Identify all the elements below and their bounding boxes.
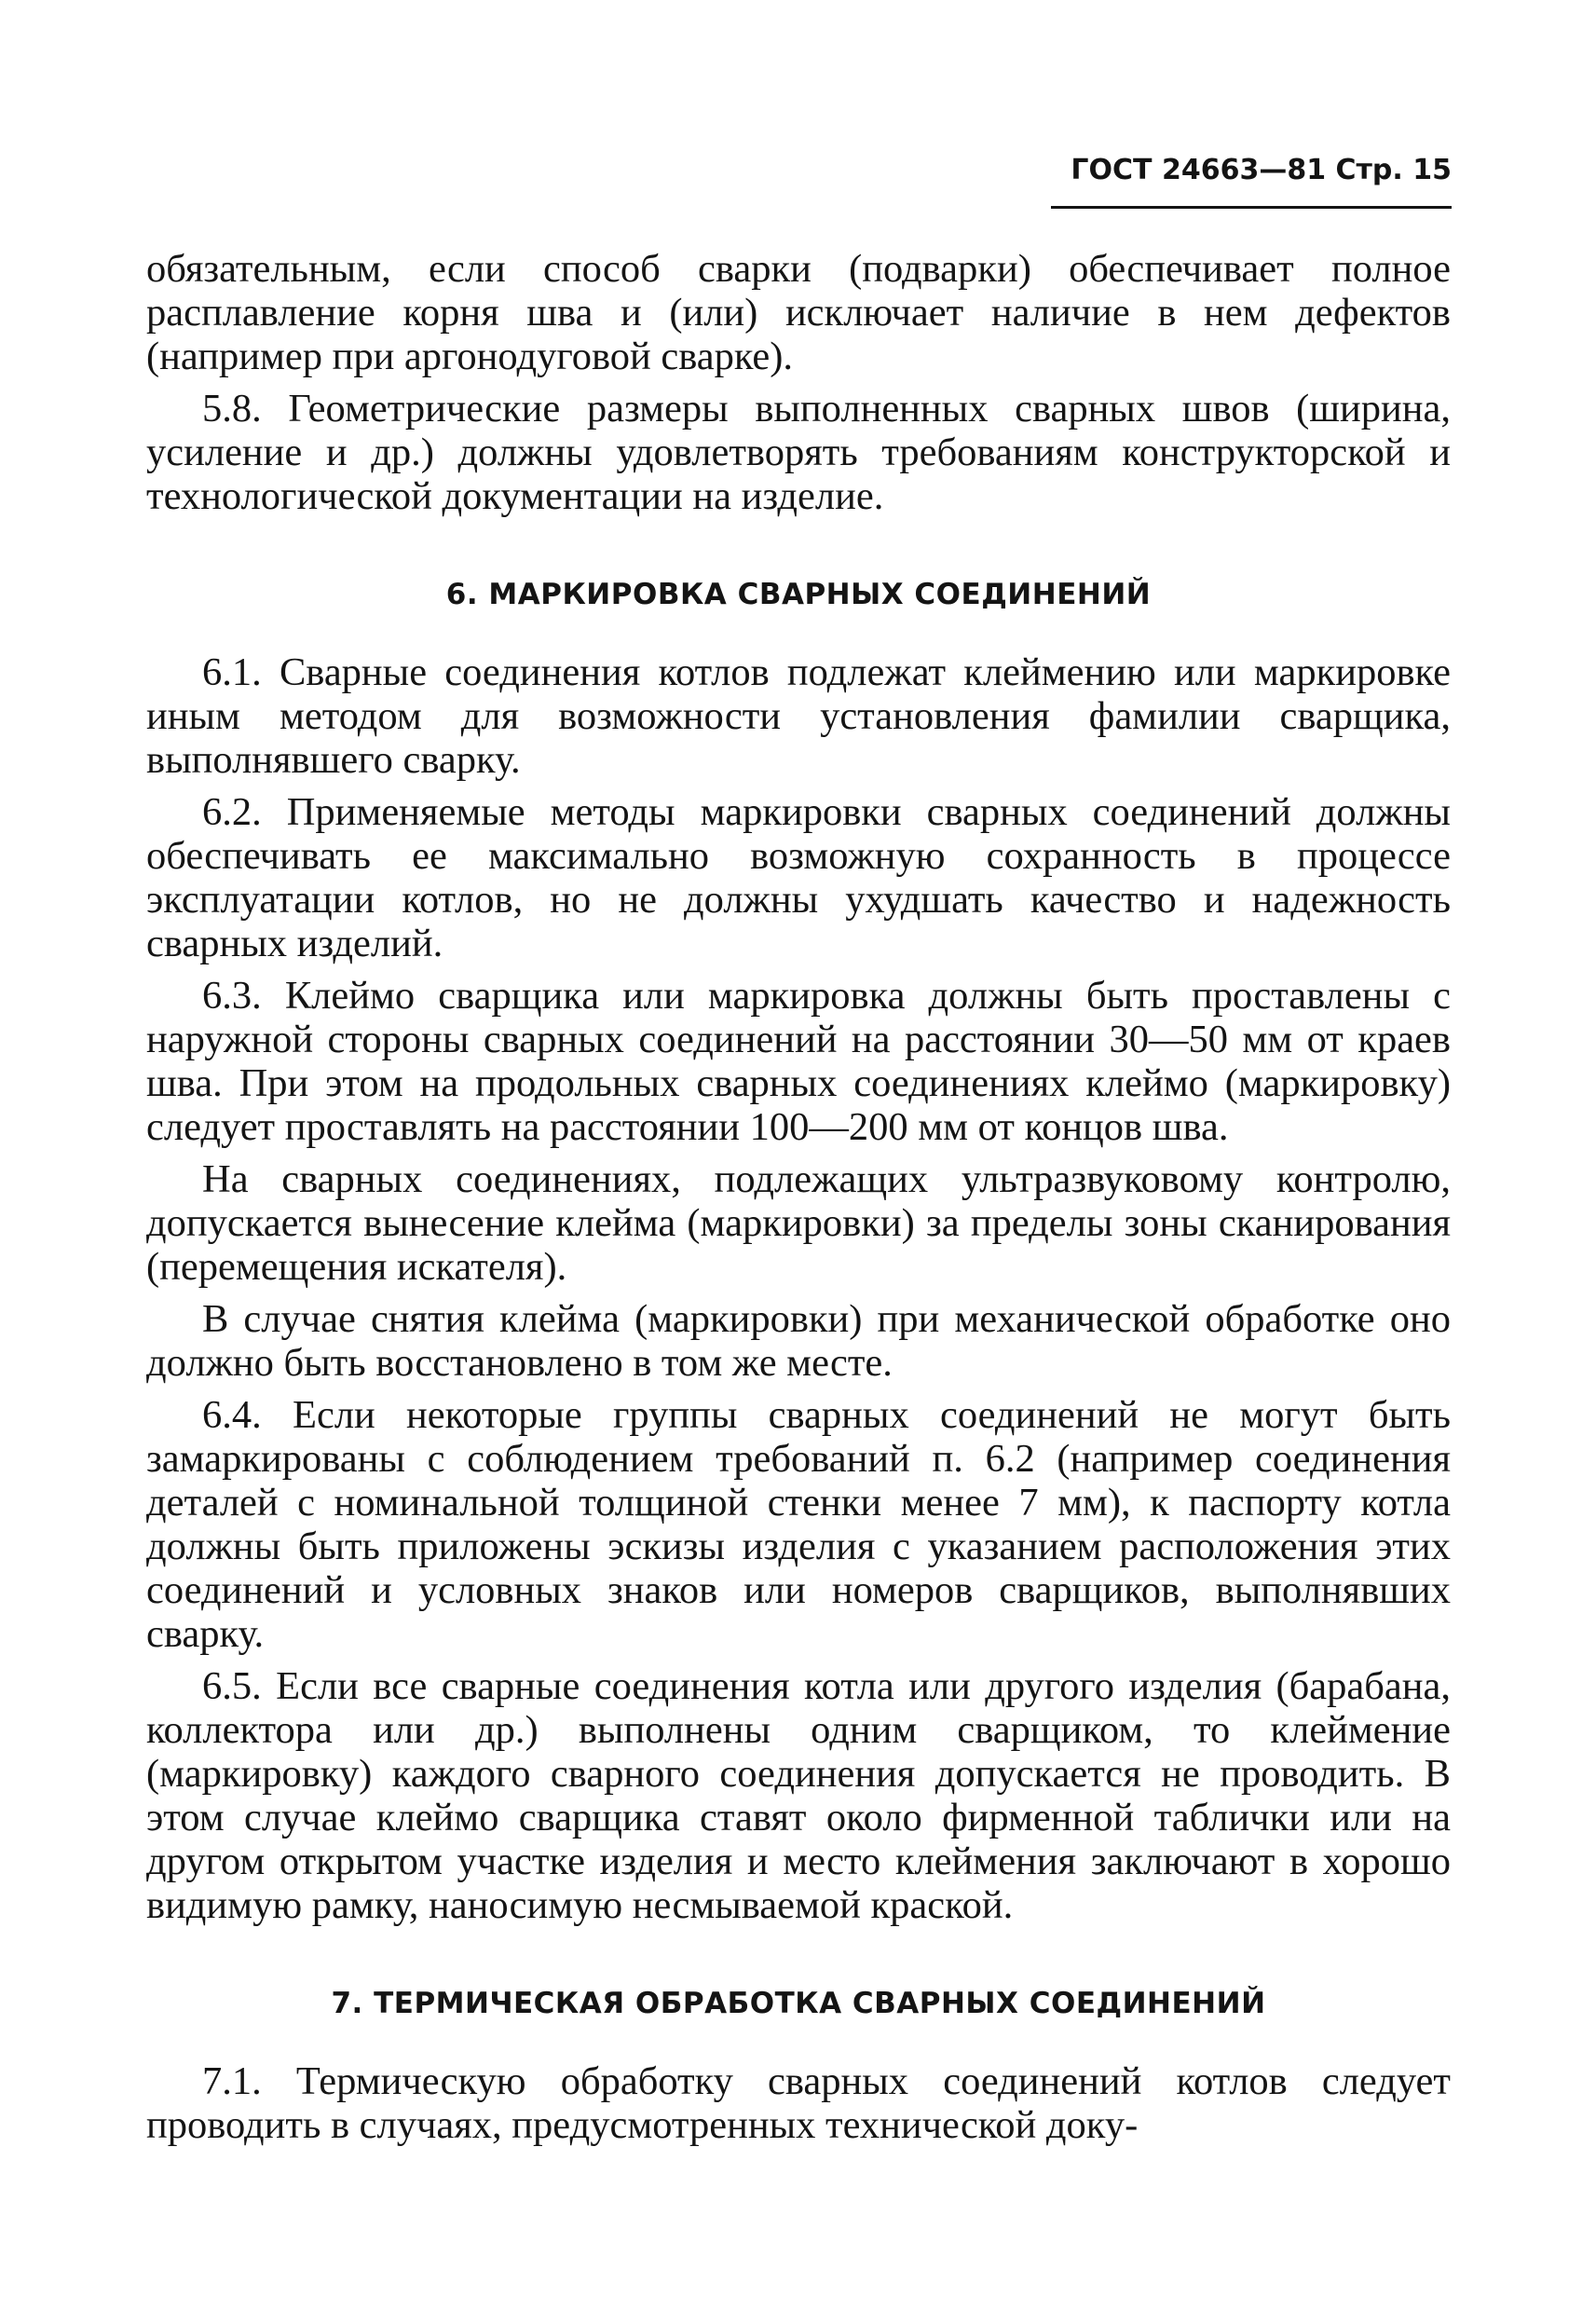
- paragraph-6-4: 6.4. Если некоторые группы сварных соединений не могут быть замаркированы с соблюдением требований п. 6.2 (например соединения деталей с номинальной толщиной стенки менее 7 мм), к паспорту котла должны быть приложены эскизы изделия с указанием расположения этих соединений и условных знаков или номеров сварщиков, выполнявших сварку.: [146, 1393, 1451, 1656]
- section-6-title: 6. МАРКИРОВКА СВАРНЫХ СОЕДИНЕНИЙ: [445, 578, 1152, 611]
- paragraph-6-2: 6.2. Применяемые методы маркировки сварных соединений должны обеспечивать ее максимально возможную сохранность в процессе эксплуатации котлов, но не должны ухудшать качество и надежность сварных изделий.: [146, 790, 1451, 965]
- paragraph-continuation: обязательным, если способ сварки (подварки) обеспечивает полное расплавление корня шва и (или) исключает наличие в нем дефектов (например при аргонодуговой сварке).: [146, 247, 1451, 378]
- paragraph-6-1: 6.1. Сварные соединения котлов подлежат клеймению или маркировке иным методом для возможности установления фамилии сварщика, выполнявшего сварку.: [146, 650, 1451, 782]
- paragraph-7-1: 7.1. Термическую обработку сварных соединений котлов следует проводить в случаях, предусмотренных технической доку-: [146, 2059, 1451, 2147]
- section-7-title: 7. ТЕРМИЧЕСКАЯ ОБРАБОТКА СВАРНЫХ СОЕДИНЕНИЙ: [331, 1987, 1266, 2020]
- page-header: ГОСТ 24663—81 Стр. 15: [1051, 152, 1452, 209]
- paragraph-6-3-restore: В случае снятия клейма (маркировки) при механической обработке оно должно быть восстановлено в том же месте.: [146, 1297, 1451, 1385]
- paragraph-6-3: 6.3. Клеймо сварщика или маркировка должны быть проставлены с наружной стороны сварных соединений на расстоянии 30—50 мм от краев шва. При этом на продольных сварных соединениях клеймо (маркировку) следует проставлять на расстоянии 100—200 мм от концов шва.: [146, 974, 1451, 1149]
- paragraph-6-3-ultrasonic: На сварных соединениях, подлежащих ультразвуковому контролю, допускается вынесение клейма (маркировки) за пределы зоны сканирования (перемещения искателя).: [146, 1157, 1451, 1289]
- document-body: [146, 247, 1451, 2155]
- paragraph-6-5: 6.5. Если все сварные соединения котла или другого изделия (барабана, коллектора или др.) выполнены одним сварщиком, то клеймение (маркировку) каждого сварного соединения допускается не проводить. В этом случае клеймо сварщика ставят около фирменной таблички или на другом открытом участке изделия и место клеймения заключают в хорошо видимую рамку, наносимую несмываемой краской.: [146, 1664, 1451, 1927]
- paragraph-5-8: 5.8. Геометрические размеры выполненных сварных швов (ширина, усиление и др.) должны удовлетворять требованиям конструкторской и технологической документации на изделие.: [146, 387, 1451, 518]
